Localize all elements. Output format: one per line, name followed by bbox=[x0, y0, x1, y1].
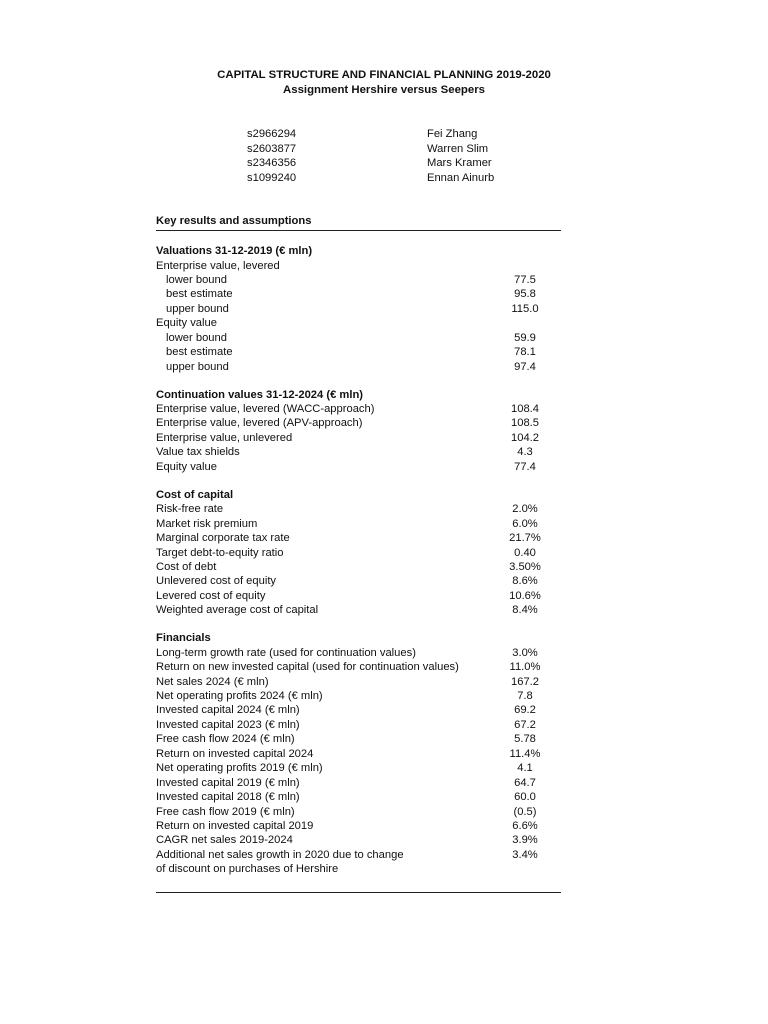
row-value: 3.0% bbox=[512, 646, 538, 659]
row-value: 95.8 bbox=[514, 288, 536, 301]
row-label: Marginal corporate tax rate bbox=[156, 532, 290, 545]
student-row bbox=[247, 171, 507, 186]
row-label: upper bound bbox=[166, 360, 229, 373]
table-row bbox=[156, 259, 561, 273]
row-label: Invested capital 2019 (€ mln) bbox=[156, 776, 300, 789]
row-value: 3.9% bbox=[512, 834, 538, 847]
row-label: Market risk premium bbox=[156, 517, 258, 530]
row-label: upper bound bbox=[166, 302, 229, 315]
row-label: Free cash flow 2019 (€ mln) bbox=[156, 805, 295, 818]
table-row bbox=[156, 833, 561, 847]
table-row bbox=[156, 360, 561, 374]
table-row bbox=[156, 589, 561, 603]
row-value: 11.4% bbox=[509, 747, 541, 760]
student-id: s2346356 bbox=[247, 157, 297, 169]
row-value: 59.9 bbox=[514, 331, 536, 344]
row-value: 21.7% bbox=[509, 532, 541, 545]
table-row bbox=[156, 287, 561, 301]
table-row bbox=[156, 660, 561, 674]
row-value: 78.1 bbox=[514, 346, 536, 359]
row-label: Unlevered cost of equity bbox=[156, 575, 277, 588]
student-row bbox=[247, 142, 507, 157]
student-row bbox=[247, 127, 507, 142]
row-label: Net sales 2024 (€ mln) bbox=[156, 675, 269, 688]
table-row bbox=[156, 445, 561, 459]
row-value: 77.5 bbox=[514, 273, 536, 286]
table-row bbox=[156, 732, 561, 746]
row-value: 104.2 bbox=[511, 431, 539, 444]
row-value: 97.4 bbox=[514, 360, 536, 373]
row-label: best estimate bbox=[166, 346, 233, 359]
table-row bbox=[156, 819, 561, 833]
table-row bbox=[156, 646, 561, 660]
row-label: Equity value bbox=[156, 317, 217, 330]
row-label: Target debt-to-equity ratio bbox=[156, 546, 284, 559]
row-label: Equity value bbox=[156, 460, 217, 473]
table-row bbox=[156, 603, 561, 617]
row-value: 64.7 bbox=[514, 776, 536, 789]
table-row bbox=[156, 416, 561, 430]
row-value: 6.6% bbox=[512, 819, 538, 832]
row-label: Long-term growth rate (used for continuation values) bbox=[156, 646, 416, 659]
student-id: s1099240 bbox=[247, 171, 297, 184]
row-label: Net operating profits 2019 (€ mln) bbox=[156, 762, 323, 775]
table-row bbox=[156, 703, 561, 717]
table-row bbox=[156, 431, 561, 445]
table-row bbox=[156, 302, 561, 316]
table-row bbox=[156, 747, 561, 761]
table-row bbox=[156, 761, 561, 775]
table-row bbox=[156, 316, 561, 330]
row-label: Levered cost of equity bbox=[156, 589, 266, 602]
row-value: 8.4% bbox=[512, 604, 538, 617]
row-value: 10.6% bbox=[509, 589, 541, 602]
document-subtitle: Assignment Hershire versus Seepers bbox=[283, 84, 485, 96]
row-value: 77.4 bbox=[514, 460, 536, 473]
table-row bbox=[156, 862, 561, 876]
row-value: 115.0 bbox=[511, 302, 539, 315]
row-label: lower bound bbox=[166, 331, 227, 344]
row-label: Enterprise value, levered (APV-approach) bbox=[156, 417, 363, 430]
cost-of-capital-section-title: Cost of capital bbox=[156, 488, 234, 501]
row-label: Free cash flow 2024 (€ mln) bbox=[156, 733, 295, 746]
row-value: 67.2 bbox=[514, 718, 536, 731]
row-label: Weighted average cost of capital bbox=[156, 604, 319, 617]
row-label: Invested capital 2018 (€ mln) bbox=[156, 791, 300, 804]
row-label: Invested capital 2023 (€ mln) bbox=[156, 718, 300, 731]
student-row bbox=[247, 156, 507, 171]
row-value: 3.50% bbox=[509, 560, 541, 573]
row-value bbox=[485, 316, 565, 330]
row-label: Enterprise value, levered bbox=[156, 259, 280, 272]
student-id: s2603877 bbox=[247, 142, 297, 155]
row-label: Enterprise value, unlevered bbox=[156, 431, 293, 444]
row-label: Net operating profits 2024 (€ mln) bbox=[156, 690, 323, 702]
footer-divider bbox=[156, 892, 561, 893]
row-label: Return on invested capital 2024 bbox=[156, 747, 314, 760]
row-label: Additional net sales growth in 2020 due to change bbox=[156, 848, 404, 861]
student-name: Ennan Ainurb bbox=[427, 171, 495, 184]
row-value: 6.0% bbox=[512, 517, 538, 530]
table-row bbox=[156, 560, 561, 574]
student-list bbox=[247, 127, 507, 185]
row-value: 2.0% bbox=[512, 503, 538, 516]
table-row bbox=[156, 546, 561, 560]
student-name: Fei Zhang bbox=[427, 128, 478, 140]
table-row bbox=[156, 675, 561, 689]
table-row bbox=[156, 345, 561, 359]
document-title: CAPITAL STRUCTURE AND FINANCIAL PLANNING 2019-2020 bbox=[217, 69, 551, 81]
row-label: Risk-free rate bbox=[156, 503, 224, 516]
table-row bbox=[156, 517, 561, 531]
row-value: 11.0% bbox=[509, 661, 541, 674]
row-value: 0.40 bbox=[514, 546, 536, 559]
row-value: 167.2 bbox=[511, 675, 539, 688]
key-results-heading: Key results and assumptions bbox=[156, 215, 312, 227]
row-value: 8.6% bbox=[512, 575, 538, 588]
row-value: (0.5) bbox=[513, 805, 537, 818]
row-value: 4.3 bbox=[517, 446, 533, 459]
valuations-section-title: Valuations 31-12-2019 (€ mln) bbox=[156, 245, 313, 257]
row-value: 5.78 bbox=[514, 733, 536, 746]
row-value: 69.2 bbox=[514, 704, 536, 717]
row-label: CAGR net sales 2019-2024 bbox=[156, 834, 293, 847]
table-row bbox=[156, 460, 561, 474]
table-row bbox=[156, 531, 561, 545]
table-row bbox=[156, 790, 561, 804]
row-label: Cost of debt bbox=[156, 560, 217, 573]
continuation-section-title: Continuation values 31-12-2024 (€ mln) bbox=[156, 388, 364, 401]
table-row bbox=[156, 402, 561, 416]
student-name: Warren Slim bbox=[427, 142, 489, 155]
table-row bbox=[156, 502, 561, 516]
table-row bbox=[156, 331, 561, 345]
table-row bbox=[156, 689, 561, 703]
row-label: Invested capital 2024 (€ mln) bbox=[156, 704, 300, 717]
row-value: 108.4 bbox=[511, 403, 539, 415]
row-value: 108.5 bbox=[511, 417, 539, 430]
row-value bbox=[485, 862, 565, 876]
financials-section-title: Financials bbox=[156, 632, 211, 645]
row-label: Value tax shields bbox=[156, 446, 240, 459]
row-label: Return on new invested capital (used for continuation values) bbox=[156, 661, 459, 674]
row-value bbox=[485, 259, 565, 273]
row-label: lower bound bbox=[166, 273, 227, 286]
row-label: Return on invested capital 2019 bbox=[156, 819, 314, 832]
table-row bbox=[156, 718, 561, 732]
student-id: s2966294 bbox=[247, 128, 297, 140]
table-row bbox=[156, 273, 561, 287]
table-row bbox=[156, 848, 561, 862]
row-label: Enterprise value, levered (WACC-approach) bbox=[156, 403, 375, 415]
row-value: 7.8 bbox=[517, 690, 533, 702]
row-value: 60.0 bbox=[514, 791, 536, 804]
row-label: best estimate bbox=[166, 288, 233, 301]
table-row bbox=[156, 776, 561, 790]
key-results-table bbox=[156, 214, 561, 877]
student-name: Mars Kramer bbox=[427, 157, 492, 169]
row-label: of discount on purchases of Hershire bbox=[156, 863, 339, 876]
table-row bbox=[156, 574, 561, 588]
table-row bbox=[156, 805, 561, 819]
row-value: 3.4% bbox=[512, 848, 538, 861]
row-value: 4.1 bbox=[517, 762, 533, 775]
